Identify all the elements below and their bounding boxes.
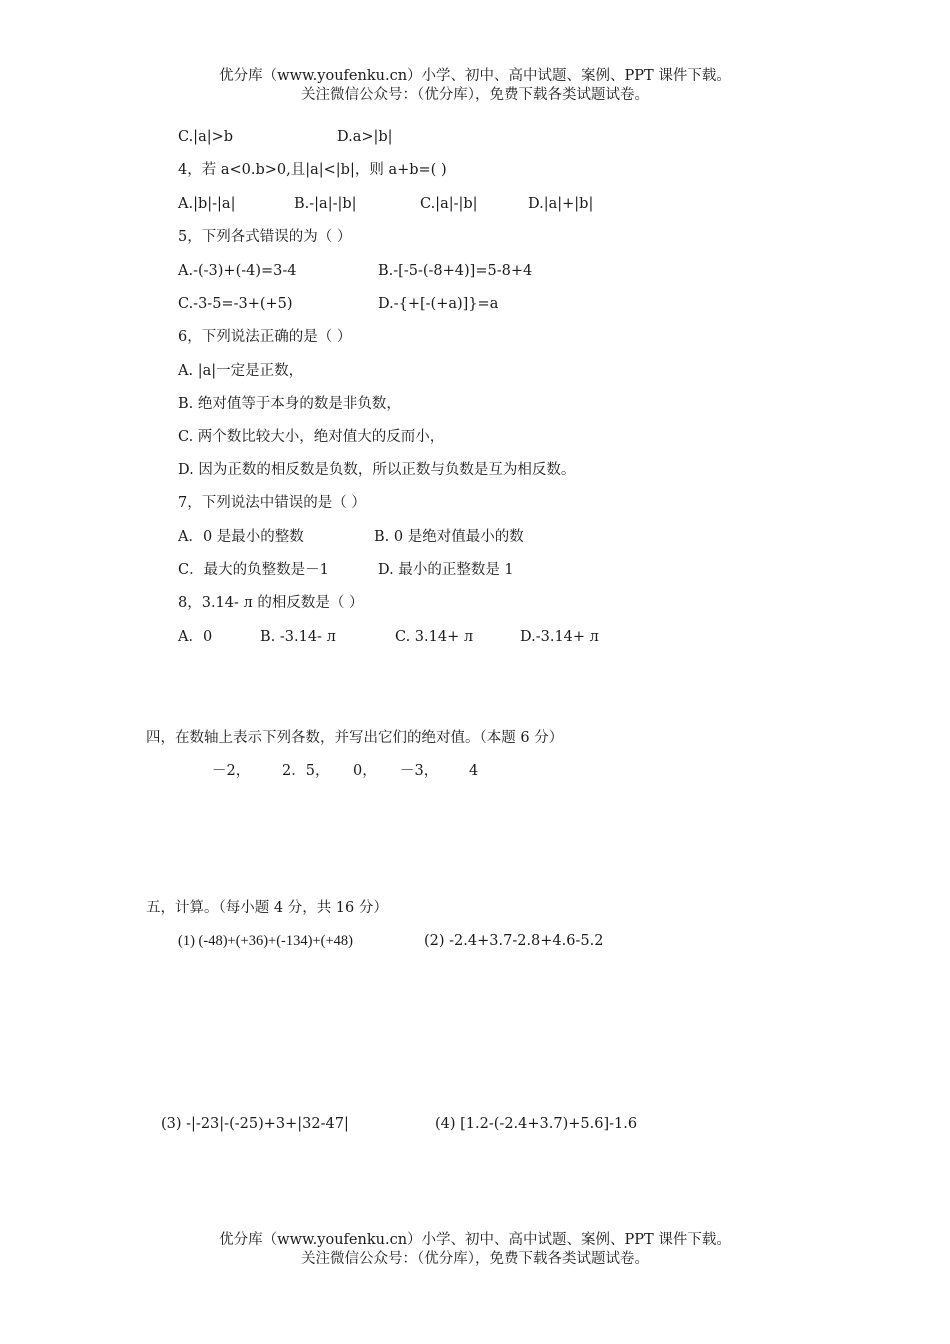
q6-stem: 6，下列说法正确的是（ ） bbox=[178, 329, 352, 345]
q6-option-c: C. 两个数比较大小，绝对值大的反而小， bbox=[178, 429, 445, 445]
section4-number: －3， bbox=[400, 763, 439, 779]
q8-option-a: A．0 bbox=[178, 629, 213, 645]
q5-option-b: B.-[-5-(-8+4)]=5-8+4 bbox=[378, 263, 533, 279]
q3-option-c: C.|a|>b bbox=[178, 129, 234, 145]
q7-option-a: A．0 是最小的整数 bbox=[178, 529, 304, 545]
footer-line-2: 关注微信公众号：（优分库），免费下载各类试题试卷。 bbox=[301, 1251, 649, 1267]
q4-option-b: B.-|a|-|b| bbox=[294, 196, 357, 212]
footer-line-1: 优分库（www.youfenku.cn）小学、初中、高中试题、案例、PPT 课件下载。 bbox=[219, 1232, 731, 1248]
q5-stem: 5，下列各式错误的为（ ） bbox=[178, 229, 352, 245]
q8-stem: 8，3.14- л 的相反数是（ ） bbox=[178, 595, 364, 611]
section5-title: 五，计算。（每小题 4 分，共 16 分） bbox=[146, 900, 388, 916]
q8-option-b: B. -3.14- л bbox=[260, 629, 336, 645]
header-line-1: 优分库（www.youfenku.cn）小学、初中、高中试题、案例、PPT 课件下载。 bbox=[219, 68, 731, 84]
q4-stem: 4，若 a<0.b>0,且|a|<|b|，则 a+b=( ) bbox=[178, 162, 447, 178]
section4-title: 四，在数轴上表示下列各数，并写出它们的绝对值。（本题 6 分） bbox=[146, 730, 564, 746]
q4-option-d: D.|a|+|b| bbox=[528, 196, 594, 212]
q6-option-a: A. |a|一定是正数， bbox=[178, 363, 304, 379]
q8-option-c: C. 3.14+ л bbox=[395, 629, 474, 645]
q7-option-b: B. 0 是绝对值最小的数 bbox=[374, 529, 524, 545]
problem-2: (2) -2.4+3.7-2.8+4.6-5.2 bbox=[424, 933, 604, 949]
q6-option-b: B. 绝对值等于本身的数是非负数， bbox=[178, 396, 401, 412]
q7-option-d: D. 最小的正整数是 1 bbox=[378, 562, 514, 578]
section4-number: －2， bbox=[212, 763, 251, 779]
problem-3: (3) -|-23|-(-25)+3+|32-47| bbox=[161, 1116, 349, 1132]
section4-number: 2．5， bbox=[282, 763, 330, 779]
header-line-2: 关注微信公众号：（优分库），免费下载各类试题试卷。 bbox=[301, 87, 649, 103]
section4-number: 4 bbox=[469, 763, 479, 779]
q5-option-c: C.-3-5=-3+(+5) bbox=[178, 296, 293, 312]
q4-option-c: C.|a|-|b| bbox=[420, 196, 478, 212]
problem-4: (4) [1.2-(-2.4+3.7)+5.6]-1.6 bbox=[435, 1116, 638, 1132]
problem-1: (1) (-48)+(+36)+(-134)+(+48) bbox=[178, 933, 353, 949]
q4-option-a: A.|b|-|a| bbox=[178, 196, 236, 212]
q7-stem: 7，下列说法中错误的是（ ） bbox=[178, 495, 366, 511]
q5-option-a: A.-(-3)+(-4)=3-4 bbox=[178, 263, 297, 279]
q7-option-c: C．最大的负整数是－1 bbox=[178, 562, 329, 578]
q5-option-d: D.-{+[-(+a)]}=a bbox=[378, 296, 499, 312]
q6-option-d: D. 因为正数的相反数是负数，所以正数与负数是互为相反数。 bbox=[178, 462, 576, 478]
q3-option-d: D.a>|b| bbox=[337, 129, 393, 145]
section4-number: 0， bbox=[353, 763, 377, 779]
q8-option-d: D.-3.14+ л bbox=[520, 629, 599, 645]
